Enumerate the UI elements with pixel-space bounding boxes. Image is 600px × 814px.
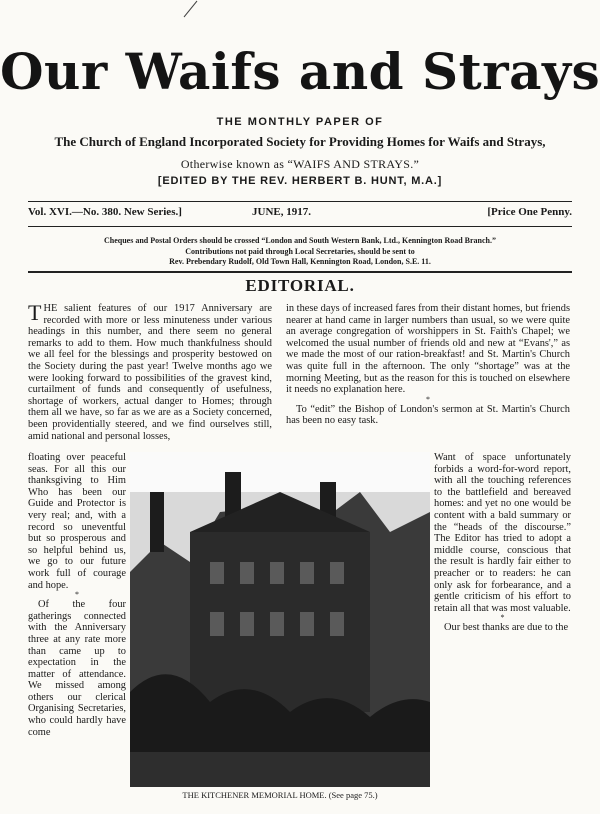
left-narrow-p2: Of the four gatherings connected with the Anniversary three at any rate more than came up to expectation in the matter of attendance. We missed among others our clerical Organising Secretaries, who could hardly have come — [28, 599, 126, 738]
issue-volume: Vol. XVI.—No. 380. New Series.] — [28, 206, 182, 218]
issue-info-row — [28, 206, 572, 222]
editorial-heading: EDITORIAL. — [245, 276, 355, 295]
section-star: * — [500, 613, 505, 623]
left-column-narrow — [28, 452, 126, 738]
postal-line-3: Rev. Prebendary Rudolf, Old Town Hall, Kennington Road, London, S.E. 11. — [169, 257, 431, 266]
issue-price: [Price One Penny. — [487, 206, 572, 218]
editor-credit: [EDITED BY THE REV. HERBERT B. HUNT, M.A.] — [157, 175, 443, 187]
right-top-p2: To “edit” the Bishop of London's sermon at St. Martin's Church has been no easy task. — [286, 403, 570, 427]
subtitle-also-known: Otherwise known as “WAIFS AND STRAYS.” — [180, 157, 420, 171]
subtitle-monthly-paper: THE MONTHLY PAPER OF — [216, 116, 384, 128]
photo-caption: THE KITCHENER MEMORIAL HOME. (See page 75.) — [182, 790, 378, 800]
masthead-title: Our Waifs and Strays — [0, 42, 600, 101]
section-star: * — [75, 590, 79, 600]
left-narrow-p1: floating over peaceful seas. For all this our thanksgiving to Him Who has been our Guide and Protector is very real; and, with a record so uneventful but so prosperous and so helpful behind us, we go to our future work full of courage and hope. — [28, 452, 126, 591]
right-top-p1: in these days of increased fares from their distant homes, but friends nearer at hand came in larger numbers than usual, so we were quite an average congregation of worshippers in St. Faith's Chapel; we welcomed the usual number of friends old and new at “Evans',” as we made the most of our ration-breakfast! and St. Martin's Church was quite full in the afternoon. The only “shortage” was at the morning Meeting, but as the reason for this is touched on elsewhere it needs no explanation here. — [286, 303, 570, 396]
rule-top — [28, 201, 572, 202]
postal-notice — [0, 236, 600, 268]
left-column-top — [28, 300, 272, 442]
right-column-top — [286, 303, 570, 427]
rule-middle — [28, 226, 572, 227]
kitchener-memorial-home-photo — [130, 452, 430, 787]
right-narrow-p2: Our best thanks are due to the — [444, 622, 569, 634]
right-narrow-p1: Want of space unfortunately forbids a word-for-word report, with all the touching references to the battlefield and bereaved homes: and yet no one would be content with a bald summary or the “heads of the discourse.” The Editor has tried to adopt a middle course, conscious that the result is hardly fair either to preacher or to readers: he can only ask for forbearance, and a gentle criticism of his effort to retain all that was most valuable. — [434, 452, 571, 614]
section-star: * — [426, 394, 430, 404]
issue-date: JUNE, 1917. — [252, 206, 311, 218]
subtitle-society-name: The Church of England Incorporated Society for Providing Homes for Waifs and Strays, — [54, 134, 546, 149]
left-top-text: HE salient features of our 1917 Anniversary are recorded with more or less minuteness under various headings in this number, and there seem no general remarks to add to them. How much thankfulness should we all feel for the blessings and prosperity bestowed on the Society during the past year! Twelve months ago we were looking forward to possibilities of the gravest kind, curtailment of funds and consequently of usefulness, shortage of workers, actual danger to Homes; through them all we have, so far as we are as a Society concerned, been providentially steered, and we find ourselves still, amid national and personal losses, — [28, 303, 272, 442]
pencil-mark — [180, 0, 200, 18]
postal-line-1: Cheques and Postal Orders should be crossed “London and South Western Bank, Ltd., Kennington Road Branch.” — [103, 236, 497, 245]
drop-cap: T — [28, 300, 42, 325]
right-column-narrow — [434, 452, 571, 634]
rule-bottom — [28, 271, 572, 273]
postal-line-2: Contributions not paid through Local Secretaries, should be sent to — [185, 246, 415, 256]
